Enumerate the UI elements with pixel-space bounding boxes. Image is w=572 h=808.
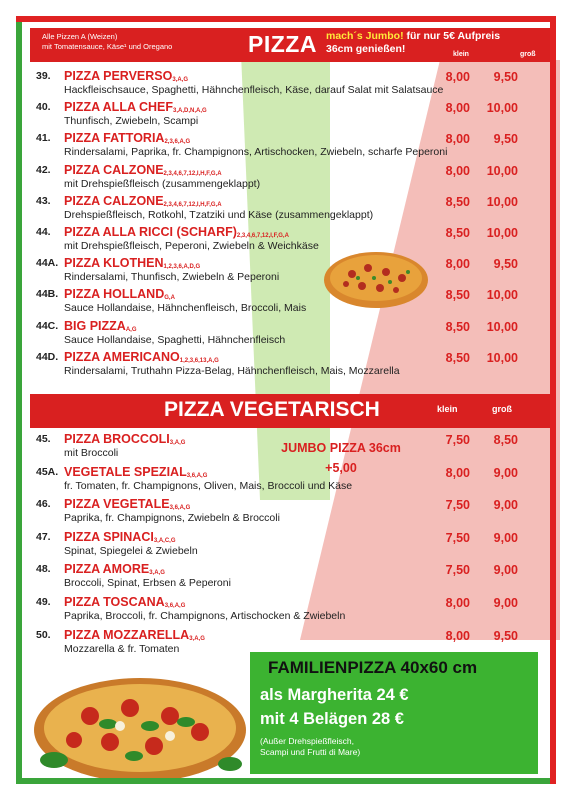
item-allergen-codes: G,A: [164, 295, 175, 302]
veg-section-title: PIZZA VEGETARISCH: [164, 398, 380, 421]
item-name-text: PIZZA FATTORIA: [64, 131, 165, 146]
item-description: Paprika, fr. Champignons, Zwiebeln & Broccoli: [64, 512, 280, 525]
item-number: 46.: [36, 498, 51, 511]
item-name: [64, 131, 190, 145]
item-name-text: BIG PIZZA: [64, 318, 126, 333]
item-number: 43.: [36, 194, 51, 207]
item-allergen-codes: A,G: [125, 326, 137, 333]
item-description: Drehspießfleisch, Rotkohl, Tzatziki und Käse (zusammengeklappt): [64, 208, 374, 221]
veg-jumbo-line1: JUMBO PIZZA 36cm: [281, 441, 401, 455]
item-name: [64, 350, 219, 364]
item-allergen-codes: 3,A,G: [172, 77, 189, 83]
header-note-line1: Alle Pizzen A (Weizen): [42, 32, 118, 41]
item-name-text: PIZZA SPINACI: [64, 529, 154, 544]
item-name-text: PIZZA ALLA CHEF: [64, 100, 174, 115]
menu-item: [36, 319, 536, 349]
item-price-small: 8,50: [445, 226, 470, 240]
item-allergen-codes: 3,A,G: [149, 570, 165, 577]
item-name: [64, 194, 222, 208]
item-allergen-codes: 1,2,3,6,13,A,G: [179, 357, 219, 364]
family-margherita-price: als Margherita 24 €: [260, 686, 409, 704]
item-allergen-codes: 2,3,4,6,7,12,I,H,F,G,A: [163, 201, 222, 208]
item-name-text: PIZZA VEGETALE: [64, 497, 170, 512]
item-price-large: 10,00: [486, 226, 518, 240]
item-name: [64, 163, 222, 177]
item-description: Broccoli, Spinat, Erbsen & Peperoni: [64, 577, 231, 590]
item-name-text: VEGETALE SPEZIAL: [64, 464, 187, 479]
item-number: 50.: [36, 628, 51, 641]
item-price-large: 8,50: [493, 433, 518, 447]
item-name-text: PIZZA TOSCANA: [64, 595, 165, 609]
item-name-text: PIZZA HOLLAND: [64, 287, 165, 302]
item-number: 47.: [36, 530, 51, 543]
item-name-text: PIZZA BROCCOLI: [64, 432, 170, 446]
item-name: [64, 530, 176, 544]
menu-item: [36, 562, 536, 592]
menu-item: [36, 69, 536, 99]
col-small-label: klein: [453, 51, 469, 58]
item-price-large: 9,50: [493, 132, 518, 147]
item-number: 41.: [36, 132, 51, 145]
item-price-small: 7,50: [445, 530, 470, 545]
item-name: [64, 225, 289, 239]
item-price-small: 7,50: [445, 498, 470, 513]
item-name: [64, 432, 185, 446]
item-allergen-codes: 3,A,G: [169, 440, 186, 446]
menu-item: [36, 225, 536, 255]
item-price-large: 9,00: [493, 498, 518, 513]
pizza-photo-large: [30, 660, 248, 778]
item-price-large: 9,50: [493, 257, 518, 272]
veg-col-small-label: klein: [437, 404, 458, 414]
item-price-large: 10,00: [486, 288, 518, 303]
jumbo-offer: [326, 30, 500, 56]
family-toppings-price: mit 4 Belägen 28 €: [260, 710, 404, 728]
item-name-text: PIZZA CALZONE: [64, 162, 164, 177]
item-name: [64, 287, 175, 301]
item-price-large: 9,00: [493, 465, 518, 480]
item-description: Spinat, Spiegelei & Zwiebeln: [64, 544, 198, 557]
item-description: Rindersalami, Paprika, fr. Champignons, Artischocken, Zwiebeln, scharfe Peperoni: [64, 146, 448, 159]
menu-item: [36, 256, 536, 286]
item-description: Rindersalami, Truthahn Pizza-Belag, Hähnchenfleisch, Mais, Mozzarella: [64, 364, 400, 377]
jumbo-prefix: mach´s Jumbo!: [326, 30, 404, 42]
family-note: [260, 736, 360, 758]
header-note: [42, 32, 172, 52]
item-number: 44A.: [36, 257, 59, 270]
item-description: Mozzarella & fr. Tomaten: [64, 642, 180, 655]
menu-item: [36, 465, 536, 495]
item-name-text: PIZZA CALZONE: [64, 193, 164, 208]
menu-item: [36, 530, 536, 560]
menu-item: [36, 100, 536, 130]
item-name: [64, 100, 207, 114]
section-title: PIZZA: [248, 31, 317, 57]
item-price-large: 10,00: [486, 350, 518, 365]
pizza-photo-small: [322, 244, 430, 310]
item-price-small: 8,50: [445, 194, 470, 209]
item-number: 44C.: [36, 319, 59, 332]
item-number: 48.: [36, 563, 51, 576]
item-price-small: 8,00: [445, 465, 470, 480]
family-pizza-box: [250, 652, 538, 774]
item-number: 44.: [36, 226, 51, 238]
item-name: [64, 465, 207, 479]
item-price-large: 10,00: [486, 163, 518, 178]
item-name-text: PIZZA MOZZARELLA: [64, 627, 190, 642]
family-note-line1: (Außer Drehspießfleisch,: [260, 736, 355, 746]
item-price-small: 8,00: [445, 163, 470, 178]
item-description: Thunfisch, Zwiebeln, Scampi: [64, 115, 199, 128]
item-name-text: PIZZA KLOTHEN: [64, 256, 164, 271]
menu-item: [36, 163, 536, 193]
item-price-large: 10,00: [486, 194, 518, 209]
item-name-text: PIZZA PERVERSO: [64, 69, 173, 83]
item-name: [64, 628, 205, 642]
item-allergen-codes: 3,6,A,G: [169, 505, 191, 512]
item-name-text: PIZZA AMERICANO: [64, 349, 180, 364]
item-allergen-codes: 3,6,A,G: [164, 603, 186, 609]
item-allergen-codes: 2,3,4,6,7,12,I,H,F,G,A: [163, 170, 222, 177]
item-number: 49.: [36, 596, 51, 608]
item-description: fr. Tomaten, fr. Champignons, Oliven, Mais, Broccoli und Käse: [64, 479, 353, 492]
item-price-large: 10,00: [486, 101, 518, 116]
item-price-small: 8,00: [445, 70, 470, 84]
item-description: Paprika, Broccoli, fr. Champignons, Artischocken & Zwiebeln: [64, 610, 346, 622]
family-pizza-title: FAMILIENPIZZA 40x60 cm: [268, 658, 478, 677]
jumbo-rest: für nur 5€ Aufpreis: [403, 30, 501, 42]
item-number: 40.: [36, 101, 51, 114]
item-price-small: 8,00: [445, 101, 470, 116]
menu-item: [36, 194, 536, 224]
item-allergen-codes: 3,6,A,G: [186, 472, 208, 479]
menu-item: [36, 131, 536, 161]
item-description: Hackfleischsauce, Spaghetti, Hähnchenfleisch, Käse, darauf Salat mit Salatsauce: [64, 84, 444, 96]
item-price-large: 9,50: [493, 70, 518, 84]
item-description: mit Drehspießfleisch (zusammengeklappt): [64, 177, 261, 190]
menu-item: [36, 350, 536, 380]
item-number: 45.: [36, 433, 51, 445]
item-price-small: 8,00: [445, 257, 470, 272]
item-price-small: 8,00: [445, 596, 470, 610]
menu-item: [36, 287, 536, 317]
item-description: mit Drehspießfleisch, Peperoni, Zwiebeln & Weichkäse: [64, 240, 319, 252]
item-name: [64, 256, 200, 270]
veg-header: [30, 394, 550, 428]
item-allergen-codes: 2,3,6,A,G: [164, 139, 191, 146]
item-price-large: 9,00: [493, 530, 518, 545]
item-description: Sauce Hollandaise, Hähnchenfleisch, Broccoli, Mais: [64, 302, 307, 315]
menu-item: [36, 595, 536, 625]
item-price-large: 9,00: [493, 596, 518, 610]
veg-jumbo-line2: +5,00: [325, 461, 357, 475]
item-number: 45A.: [36, 465, 59, 478]
menu-item: [36, 432, 536, 462]
family-note-line2: Scampi und Frutti di Mare): [260, 747, 361, 757]
item-allergen-codes: 3,A,C,G: [153, 537, 176, 544]
item-price-small: 8,50: [445, 319, 470, 334]
item-allergen-codes: 3,A,D,N,A,G: [173, 108, 207, 115]
item-price-small: 8,00: [445, 628, 470, 643]
pizza-header: [30, 28, 550, 62]
item-allergen-codes: 1,2,3,6,A,D,G: [163, 264, 201, 271]
item-price-small: 8,00: [445, 132, 470, 147]
item-number: 39.: [36, 70, 51, 82]
item-price-large: 9,50: [493, 628, 518, 643]
col-large-label: groß: [520, 51, 536, 58]
item-price-small: 8,50: [445, 288, 470, 303]
item-name: [64, 562, 165, 576]
item-number: 44D.: [36, 350, 59, 363]
item-name: [64, 69, 188, 83]
item-name-text: PIZZA ALLA RICCI (SCHARF): [64, 225, 237, 239]
item-number: 44B.: [36, 288, 59, 301]
item-name: [64, 595, 185, 609]
item-price-small: 7,50: [445, 563, 470, 578]
menu-item: [36, 497, 536, 527]
jumbo-line2: 36cm genießen!: [326, 43, 406, 55]
item-description: Rindersalami, Thunfisch, Zwiebeln & Peperoni: [64, 271, 280, 284]
header-note-line2: mit Tomatensauce, Käse¹ und Oregano: [42, 42, 173, 51]
item-price-large: 9,00: [493, 563, 518, 578]
item-allergen-codes: 3,A,G: [189, 635, 205, 642]
item-name-text: PIZZA AMORE: [64, 562, 150, 577]
item-description: Sauce Hollandaise, Spaghetti, Hähnchenfleisch: [64, 333, 286, 346]
item-name: [64, 497, 190, 511]
item-price-small: 7,50: [445, 433, 470, 447]
item-description: mit Broccoli: [64, 447, 119, 459]
item-allergen-codes: 2,3,4,6,7,12,I,F,G,A: [236, 233, 289, 239]
item-price-large: 10,00: [486, 319, 518, 334]
veg-col-large-label: groß: [492, 404, 512, 414]
item-number: 42.: [36, 163, 51, 176]
item-name: [64, 319, 136, 333]
item-price-small: 8,50: [445, 350, 470, 365]
